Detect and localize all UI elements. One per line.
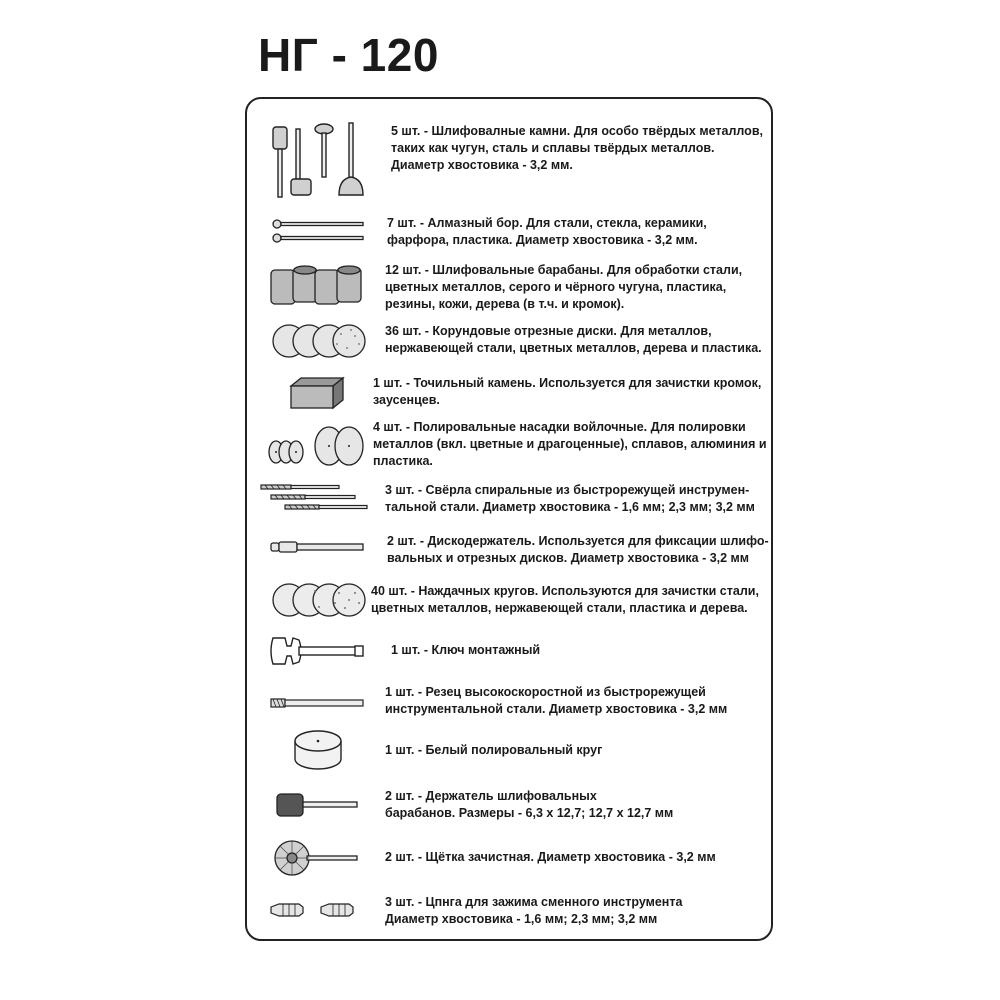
felt-polishing-icon [267, 424, 367, 468]
page-title: НГ - 120 [258, 29, 439, 81]
item-description [385, 849, 716, 866]
sanding-wheels-icon [271, 581, 367, 619]
description-line: 1 шт. - Белый полировальный круг [385, 743, 603, 757]
description-line: резины, кожи, дерева (в т.ч. и кромок). [385, 297, 625, 311]
description-line: 2 шт. - Щётка зачистная. Диаметр хвостовика - 3,2 мм [385, 850, 716, 864]
description-line: 1 шт. - Резец высокоскоростной из быстрорежущей [385, 685, 706, 699]
cutter-icon [269, 696, 367, 710]
sanding-drums-icon [269, 264, 365, 308]
description-line: 1 шт. - Ключ монтажный [391, 643, 541, 657]
description-line: барабанов. Размеры - 6,3 х 12,7; 12,7 х 12,7 мм [385, 806, 674, 820]
collet-icon [269, 901, 365, 919]
item-description [385, 684, 727, 718]
description-line: 36 шт. - Корундовые отрезные диски. Для металлов, [385, 324, 712, 338]
description-line: пластика. [373, 454, 433, 468]
description-line: 1 шт. - Точильный камень. Используется для зачистки кромок, [373, 376, 762, 390]
description-line: 7 шт. - Алмазный бор. Для стали, стекла, керамики, [387, 216, 707, 230]
item-description [391, 642, 540, 659]
drill-bits-icon [259, 482, 369, 514]
sharpening-stone-icon [289, 376, 345, 410]
item-description [387, 215, 707, 249]
description-line: 2 шт. - Дискодержатель. Используется для фиксации шлифо- [387, 534, 769, 548]
description-line: вальных и отрезных дисков. Диаметр хвостовика - 3,2 мм [387, 551, 750, 565]
description-line: 4 шт. - Полировальные насадки войлочные. Для полировки [373, 420, 746, 434]
cutting-discs-icon [271, 322, 367, 360]
description-line: 40 шт. - Наждачных кругов. Используются для зачистки стали, [371, 584, 759, 598]
description-line: таких как чугун, сталь и сплавы твёрдых металлов. [391, 141, 715, 155]
description-line: Диаметр хвостовика - 1,6 мм; 2,3 мм; 3,2 мм [385, 912, 658, 926]
description-line: 12 шт. - Шлифовальные барабаны. Для обработки стали, [385, 263, 743, 277]
description-line: нержавеющей стали, цветных металлов, дерева и пластика. [385, 341, 762, 355]
description-line: 2 шт. - Держатель шлифовальных [385, 789, 597, 803]
item-description [387, 533, 769, 567]
description-line: металлов (вкл. цветные и драгоценные), сплавов, алюминия и [373, 437, 767, 451]
accessory-list-card [245, 97, 773, 941]
description-line: тальной стали. Диаметр хвостовика - 1,6 мм; 2,3 мм; 3,2 мм [385, 500, 755, 514]
diamond-burr-icon [271, 216, 366, 246]
description-line: Диаметр хвостовика - 3,2 мм. [391, 158, 573, 172]
wire-brush-icon [273, 837, 361, 879]
description-line: 5 шт. - Шлифовалные камни. Для особо твёрдых металлов, [391, 124, 763, 138]
description-line: 3 шт. - Свёрла спиральные из быстрорежущей инструмен- [385, 483, 750, 497]
mandrel-icon [269, 539, 367, 555]
wrench-icon [269, 634, 367, 668]
item-description [373, 419, 767, 470]
drum-holder-icon [275, 791, 361, 819]
description-line: 3 шт. - Цпнга для зажима сменного инструмента [385, 895, 683, 909]
item-description [385, 262, 742, 313]
item-description [385, 742, 602, 759]
item-description [373, 375, 761, 409]
item-description [385, 323, 762, 357]
item-description [371, 583, 759, 617]
item-description [385, 788, 673, 822]
description-line: цветных металлов, нержавеющей стали, пластика и дерева. [371, 601, 748, 615]
description-line: фарфора, пластика. Диаметр хвостовика - 3,2 мм. [387, 233, 698, 247]
white-polishing-wheel-icon [293, 729, 343, 773]
item-description [385, 894, 682, 928]
description-line: инструментальной стали. Диаметр хвостовика - 3,2 мм [385, 702, 728, 716]
description-line: заусенцев. [373, 393, 440, 407]
item-description [391, 123, 763, 174]
grinding-stones-icon [269, 121, 374, 201]
item-description [385, 482, 755, 516]
description-line: цветных металлов, серого и чёрного чугуна, пластика, [385, 280, 727, 294]
